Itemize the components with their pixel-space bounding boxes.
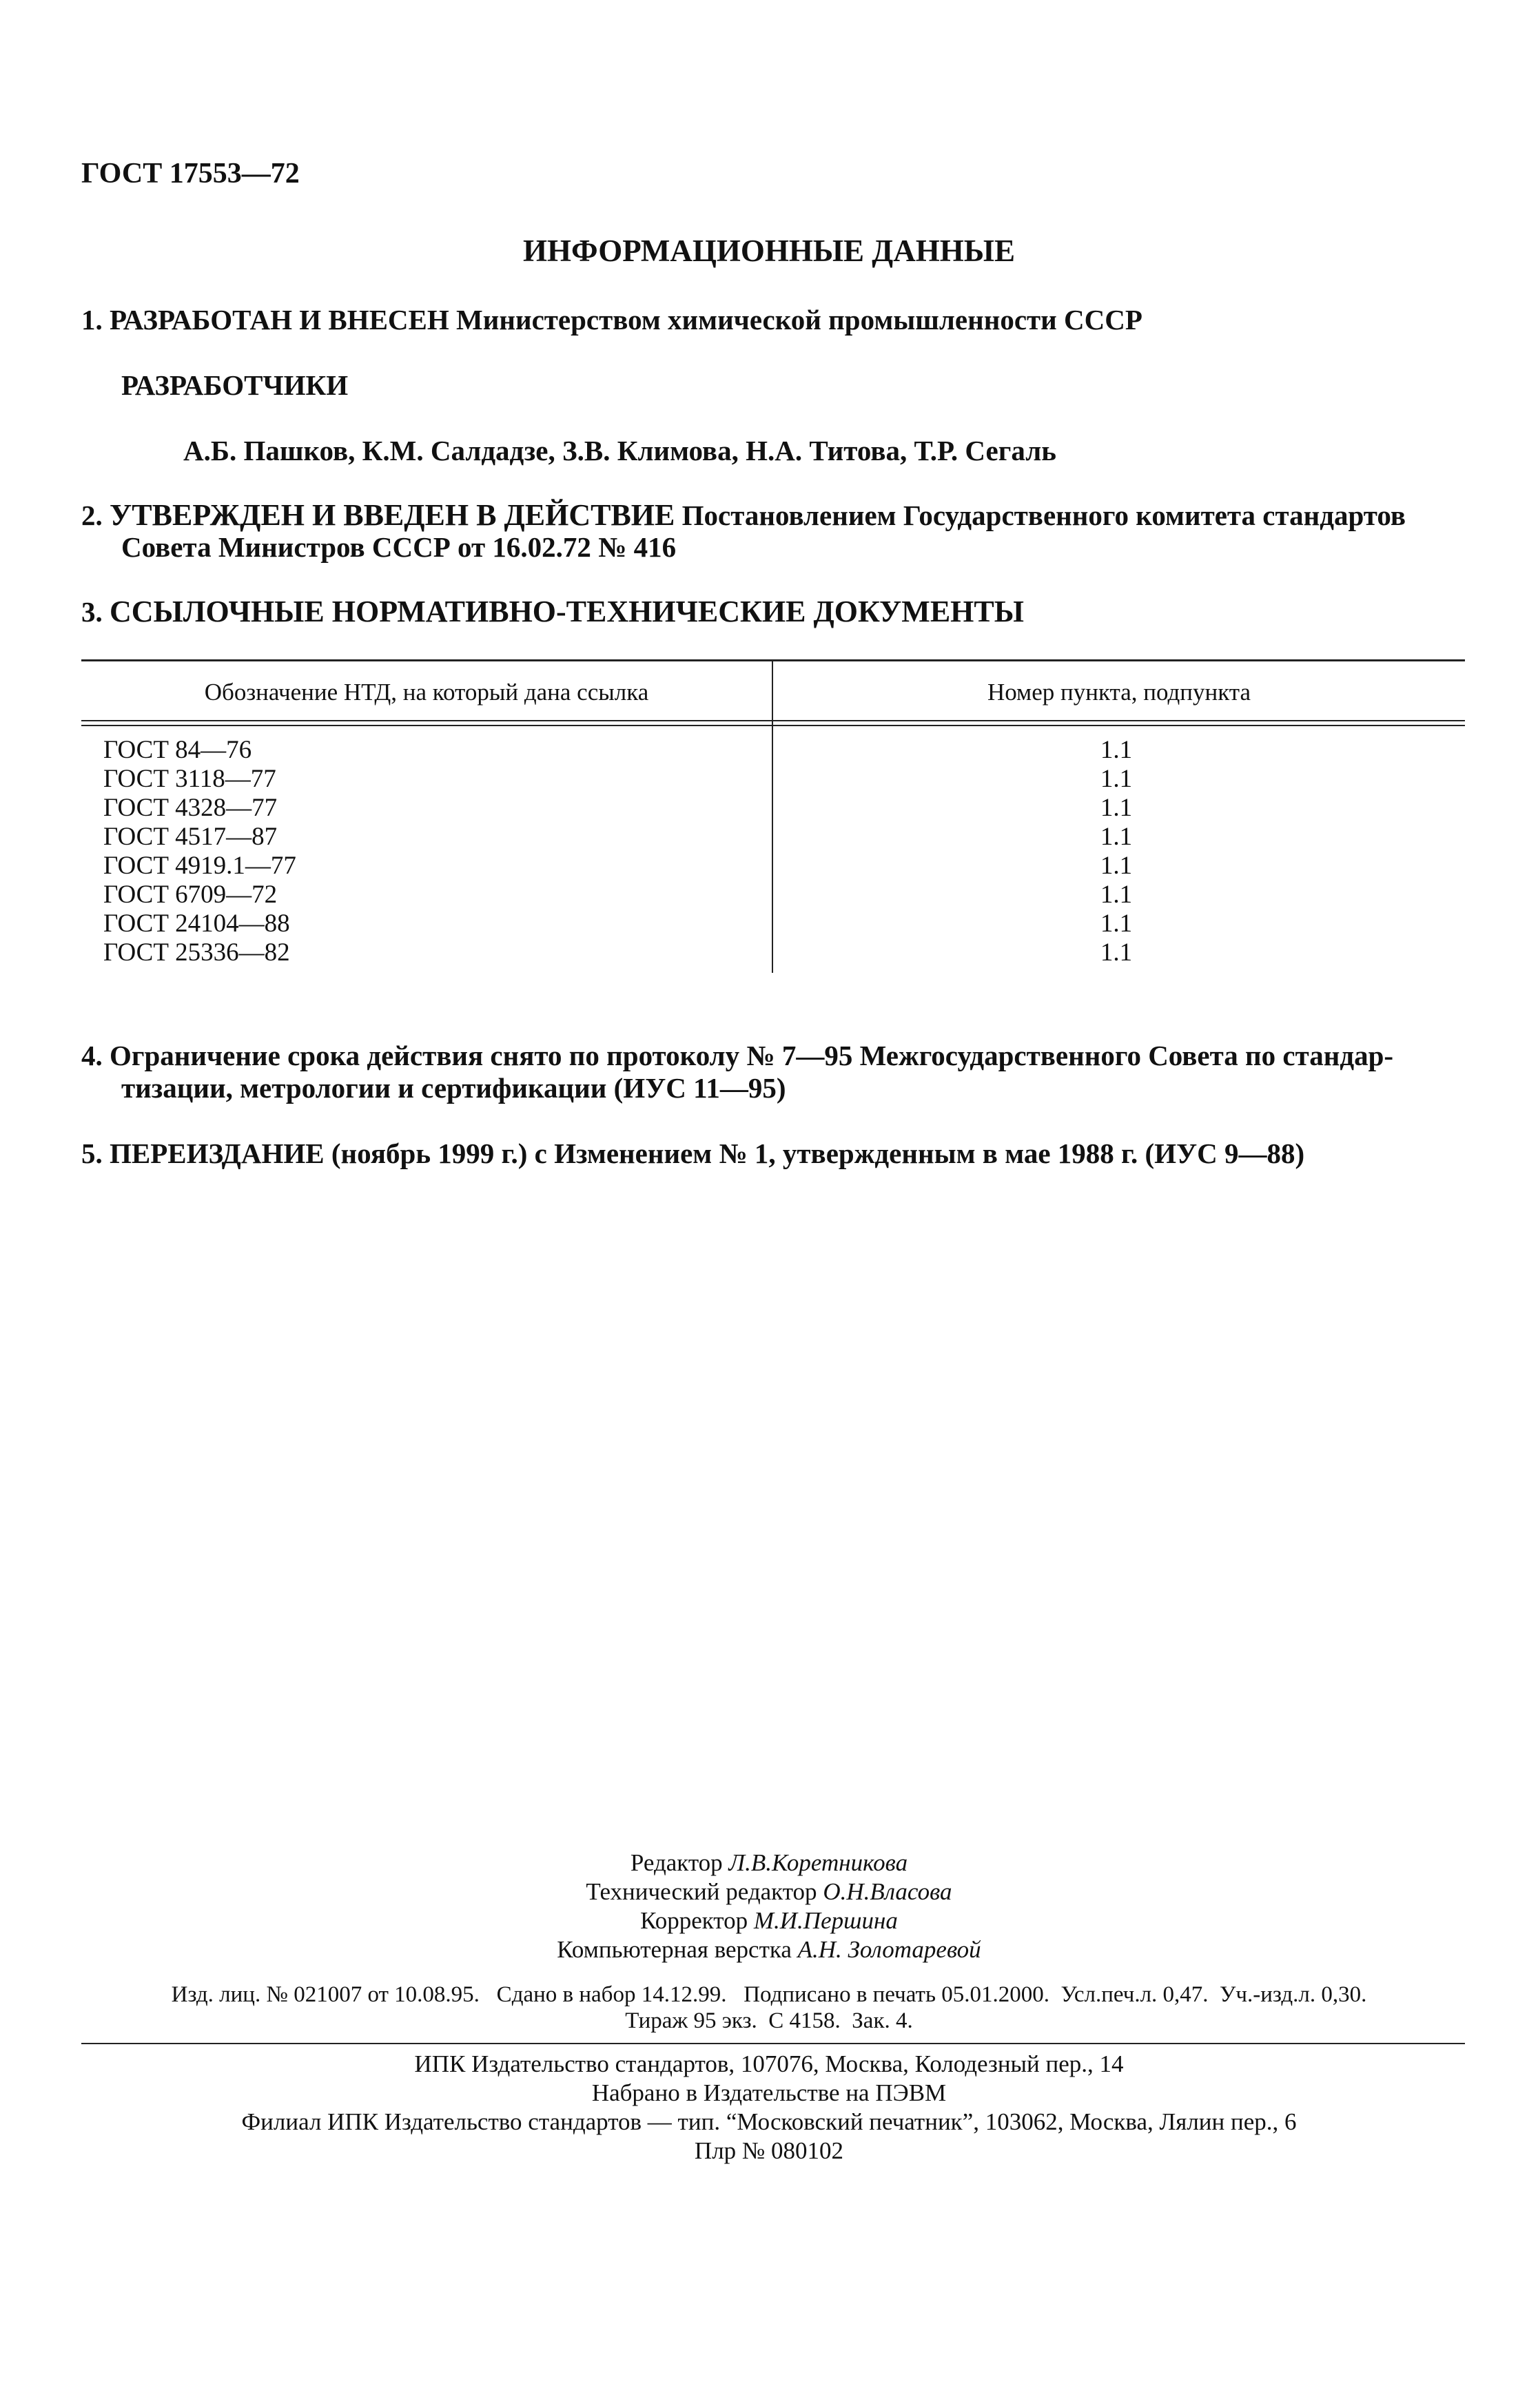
section-1: [81, 303, 1142, 336]
table-header-item: Номер пункта, подпункта: [987, 679, 1251, 706]
section-2-line-1: [81, 497, 1406, 533]
credit-tech-editor-name: О.Н.Власова: [823, 1878, 952, 1905]
section-3-title: ССЫЛОЧНЫЕ НОРМАТИВНО-ТЕХНИЧЕСКИЕ ДОКУМЕНТЫ: [110, 595, 1024, 628]
table-cell-item: 1.1: [1100, 881, 1133, 909]
credits-block: [0, 1849, 1538, 1964]
section-2-line-2: Совета Министров СССР от 16.02.72 № 416: [121, 531, 677, 563]
credit-proofreader-label: Корректор: [640, 1907, 748, 1934]
publisher-line-2: Набрано в Издательстве на ПЭВМ: [591, 2079, 947, 2106]
section-5: [81, 1137, 1304, 1170]
section-2-text-1: Постановлением Государственного комитета стандартов: [681, 500, 1406, 531]
table-cell-doc: ГОСТ 4919.1—77: [103, 852, 296, 880]
table-top-rule: [81, 659, 1465, 661]
table-cell-doc: ГОСТ 25336—82: [103, 938, 290, 967]
credit-editor-label: Редактор: [630, 1849, 723, 1876]
table-cell-item: 1.1: [1100, 909, 1133, 938]
imprint-rule: [81, 2043, 1465, 2044]
section-1-text: Министерством химической промышленности СССР: [456, 304, 1142, 336]
table-cell-item: 1.1: [1100, 852, 1133, 880]
table-cell-doc: ГОСТ 4517—87: [103, 823, 278, 851]
print-details-line-1: Изд. лиц. № 021007 от 10.08.95. Сдано в набор 14.12.99. Подписано в печать 05.01.2000. Усл.печ.л. 0,47. Уч.-изд.л. 0,30.: [171, 1982, 1367, 2007]
table-cell-item: 1.1: [1100, 938, 1133, 967]
table-cell-doc: ГОСТ 24104—88: [103, 909, 290, 938]
credit-tech-editor-label: Технический редактор: [586, 1878, 817, 1905]
table-header-rule-1: [81, 720, 1465, 721]
table-cell-item: 1.1: [1100, 736, 1133, 764]
developers-list: А.Б. Пашков, К.М. Салдадзе, З.В. Климова, Н.А. Титова, Т.Р. Сегаль: [183, 435, 1056, 466]
page-title: ИНФОРМАЦИОННЫЕ ДАННЫЕ: [523, 234, 1015, 268]
developers-label: РАЗРАБОТЧИКИ: [121, 369, 349, 401]
table-cell-doc: ГОСТ 3118—77: [103, 765, 276, 793]
publisher-line-4: Плр № 080102: [694, 2137, 844, 2164]
table-header-rule-2: [81, 725, 1465, 726]
credit-proofreader: [0, 1906, 1538, 1935]
credit-editor-name: Л.В.Коретникова: [728, 1849, 908, 1876]
table-cell-item: 1.1: [1100, 794, 1133, 822]
credit-editor: [0, 1849, 1538, 1877]
table-cell-doc: ГОСТ 6709—72: [103, 881, 278, 909]
table-cell-item: 1.1: [1100, 765, 1133, 793]
section-4-line-1: [81, 1039, 1393, 1072]
publisher-line-3: Филиал ИПК Издательство стандартов — тип. “Московский печатник”, 103062, Москва, Лялин пер., 6: [241, 2108, 1297, 2135]
credit-layout: [0, 1935, 1538, 1964]
section-4-number: 4.: [81, 1040, 103, 1071]
section-1-lead: РАЗРАБОТАН И ВНЕСЕН: [110, 304, 449, 336]
table-cell-item: 1.1: [1100, 823, 1133, 851]
section-1-number: 1.: [81, 304, 103, 336]
table-column-items: [1075, 736, 1158, 967]
section-5-text: ПЕРЕИЗДАНИЕ (ноябрь 1999 г.) с Изменением № 1, утвержденным в мае 1988 г. (ИУС 9—88): [110, 1138, 1305, 1169]
print-details-line-2: Тираж 95 экз. С 4158. Зак. 4.: [625, 2008, 913, 2033]
table-column-divider: [772, 659, 773, 973]
credit-proofreader-name: М.И.Першина: [753, 1907, 898, 1934]
table-column-documents: [103, 736, 296, 967]
credit-layout-label: Компьютерная верстка: [557, 1936, 792, 1963]
section-4-text-1: Ограничение срока действия снято по протоколу № 7—95 Межгосударственного Совета по стандар-: [110, 1040, 1394, 1071]
credit-tech-editor: [0, 1877, 1538, 1906]
section-2-lead: УТВЕРЖДЕН И ВВЕДЕН В ДЕЙСТВИЕ: [110, 498, 675, 532]
publisher-line-1: ИПК Издательство стандартов, 107076, Москва, Колодезный пер., 14: [414, 2050, 1124, 2077]
section-5-number: 5.: [81, 1138, 103, 1169]
section-4-line-2: тизации, метрологии и сертификации (ИУС 11—95): [121, 1072, 786, 1104]
section-3-number: 3.: [81, 596, 103, 628]
publisher-block: [0, 2050, 1538, 2165]
document-code: ГОСТ 17553—72: [81, 158, 300, 189]
table-cell-doc: ГОСТ 84—76: [103, 736, 252, 764]
table-header-document: Обозначение НТД, на который дана ссылка: [204, 679, 649, 706]
section-3: [81, 594, 1024, 629]
section-2-number: 2.: [81, 500, 103, 531]
table-cell-doc: ГОСТ 4328—77: [103, 794, 278, 822]
credit-layout-name: А.Н. Золотаревой: [797, 1936, 981, 1963]
